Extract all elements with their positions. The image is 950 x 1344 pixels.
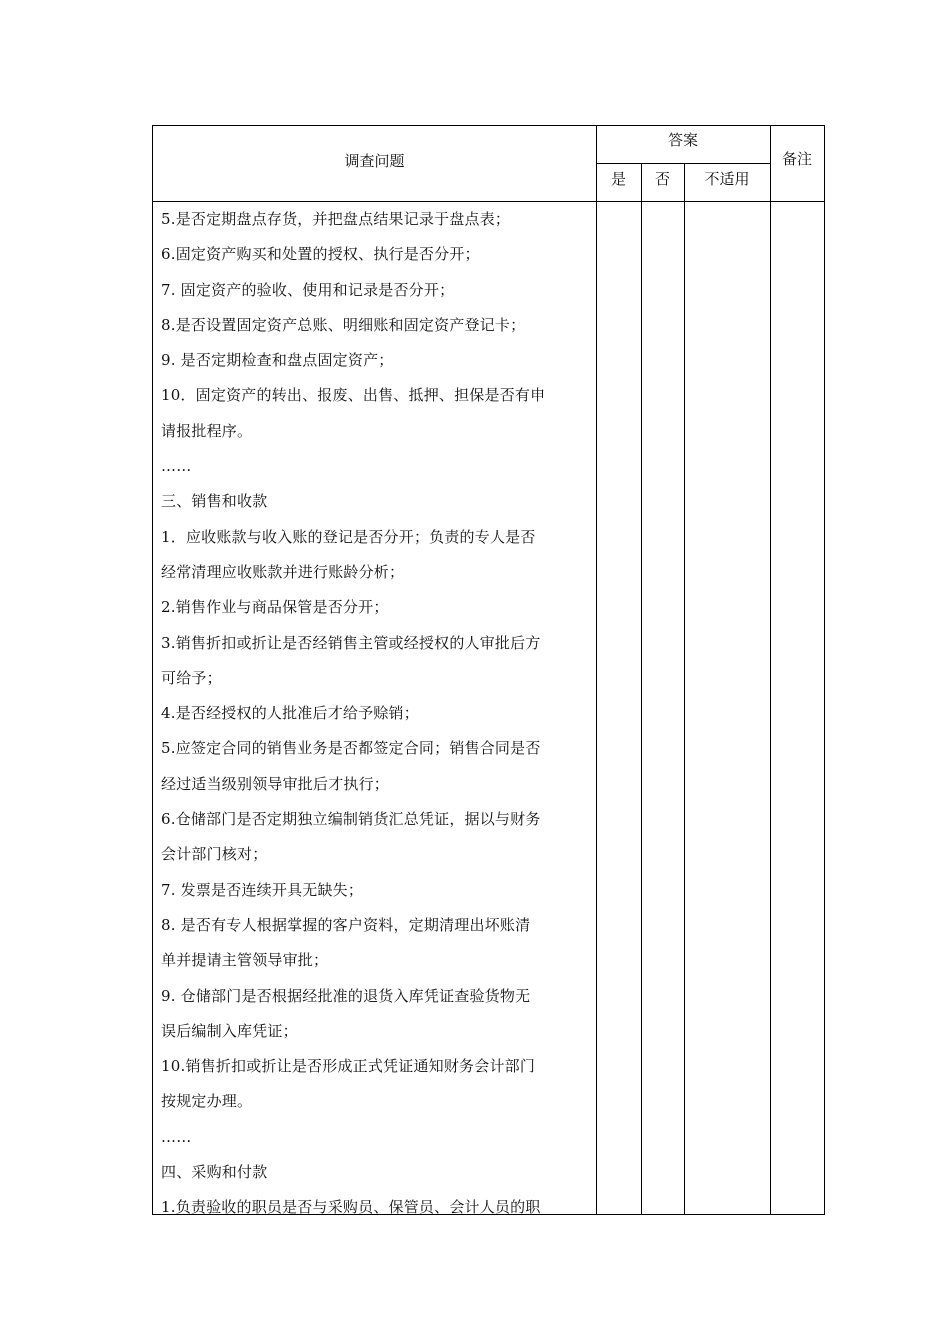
question-line: 误后编制入库凭证；: [161, 1021, 298, 1040]
question-line: ……: [161, 1127, 192, 1146]
divider-question-yes: [596, 126, 597, 1214]
header-question: 调查问题: [344, 152, 405, 170]
question-line: 9. 是否定期检查和盘点固定资产；: [161, 351, 394, 370]
question-line: 会计部门核对；: [161, 845, 268, 864]
question-line: 1．应收账款与收入账的登记是否分开；负责的专人是否: [161, 527, 536, 546]
question-line: 9. 仓储部门是否根据经批准的退货入库凭证查验货物无: [161, 986, 531, 1005]
question-line: 6.仓储部门是否定期独立编制销货汇总凭证，据以与财务: [161, 810, 541, 829]
header-answer: 答案: [667, 131, 698, 149]
question-line: 2.销售作业与商品保管是否分开；: [161, 598, 389, 617]
divider-answer-sub: [596, 163, 770, 164]
question-line: 10.销售折扣或折让是否形成正式凭证通知财务会计部门: [161, 1057, 536, 1076]
question-line: 1.负责验收的职员是否与采购员、保管员、会计人员的职: [161, 1198, 541, 1217]
question-line: 8.是否设置固定资产总账、明细账和固定资产登记卡；: [161, 315, 526, 334]
question-list: [161, 202, 593, 1226]
question-line: 7. 固定资产的验收、使用和记录是否分开；: [161, 280, 455, 299]
question-line: 请报批程序。: [161, 421, 253, 440]
question-line: ……: [161, 457, 192, 476]
survey-table: [152, 125, 825, 1215]
question-line: 经常清理应收账款并进行账龄分析；: [161, 562, 405, 581]
divider-yes-no: [641, 163, 642, 1214]
question-line: 5.是否定期盘点存货，并把盘点结果记录于盘点表；: [161, 210, 511, 228]
question-line: 3.销售折扣或折让是否经销售主管或经授权的人审批后方: [161, 633, 541, 652]
question-line: 按规定办理。: [161, 1092, 253, 1111]
header-yes: 是: [610, 170, 626, 188]
question-line: 5.应签定合同的销售业务是否都签定合同；销售合同是否: [161, 739, 541, 758]
question-line: 7. 发票是否连续开具无缺失；: [161, 880, 364, 899]
divider-na-remark: [770, 126, 771, 1214]
header-remark: 备注: [781, 150, 812, 168]
question-line: 4.是否经授权的人批准后才给予赊销；: [161, 704, 419, 723]
question-line: 可给予；: [161, 668, 222, 687]
header-not-applicable: 不适用: [704, 170, 750, 188]
question-line: 单并提请主管领导审批；: [161, 951, 329, 970]
question-line: 经过适当级别领导审批后才执行；: [161, 774, 390, 793]
question-line: 6.固定资产购买和处置的授权、执行是否分开；: [161, 245, 480, 264]
divider-no-na: [684, 163, 685, 1214]
header-no: 否: [654, 170, 670, 188]
question-line: 8. 是否有专人根据掌握的客户资料，定期清理出坏账清: [161, 915, 531, 934]
question-line: 四、采购和付款: [161, 1163, 268, 1182]
question-line: 10．固定资产的转出、报废、出售、抵押、担保是否有申: [161, 386, 546, 405]
question-line: 三、销售和收款: [161, 492, 268, 511]
